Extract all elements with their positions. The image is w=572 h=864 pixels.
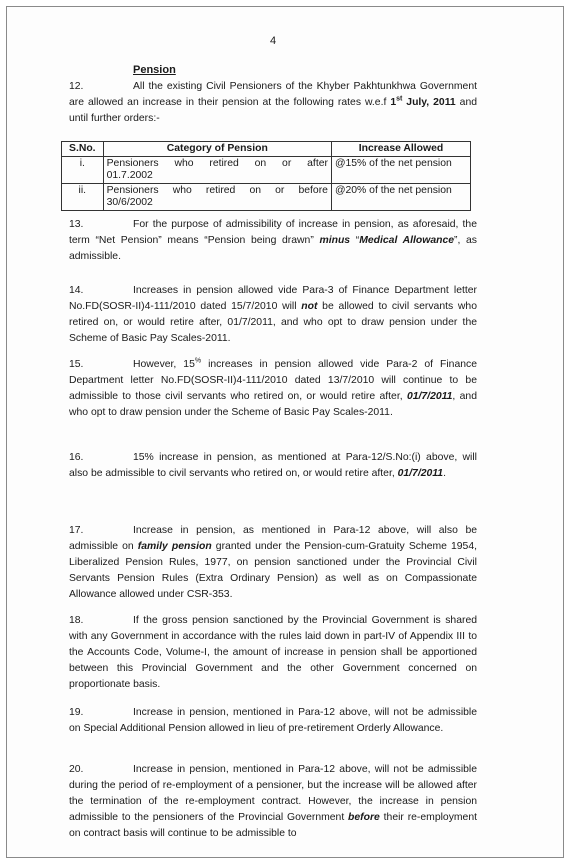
emphasis-not: not [301,301,318,312]
document-page [6,6,564,858]
table-row [62,157,471,184]
paragraph-text: All the existing Civil Pensioners of the Khyber Pakhtunkhwa Government are allowed an increase in their pension at the following rates w.e.f [69,81,477,108]
paragraph-text-end: granted under the Pension-cum-Gratuity Scheme 1954, Liberalized Pension Rules, 1977, on pension sanctioned under the Provincial Civil Servants Pension Rules (Extra Ordinary Pension) as well as on Compassionate Allowance allowed under CSR-353. [69,541,478,600]
percent-superscript: % [194,357,202,365]
paragraph-number: 20. [69,764,84,775]
date-month-year: July, 2011 [402,97,456,108]
cell-sno: ii. [62,184,104,211]
paragraph-text: Increase in pension, as mentioned in Para-12 above, will also be admissible on [69,525,477,552]
header-category: Category of Pension [103,142,331,157]
paragraph-text: Increases in pension allowed vide Para-3 of Finance Department letter No.FD(SOSR-II)4-111/2010 dated 15/7/2010 will [69,285,477,312]
pension-increase-table [61,141,471,211]
paragraph-19 [69,705,477,737]
category-date: 30/6/2002 [106,197,153,208]
category-date: 01.7.2002 [106,170,153,181]
paragraph-text: For the purpose of admissibility of increase in pension, as aforesaid, the term “Net Pension” means “Pension being drawn” [69,219,477,246]
cell-category [103,184,331,211]
table-header-row [62,142,471,157]
cell-category [103,157,331,184]
cell-increase: @15% of the net pension [331,157,470,184]
cell-sno: i. [62,157,104,184]
paragraph-number: 18. [69,615,84,626]
paragraph-13 [69,217,477,265]
paragraph-number: 19. [69,707,84,718]
paragraph-text-end: their re-employment on contract basis will continue to be admissible to [69,812,477,839]
paragraph-17 [69,523,477,603]
paragraph-number: 12. [69,81,84,92]
header-sno: S.No. [62,142,104,157]
date-suffix: st [396,95,403,103]
emphasis-minus: minus [319,235,351,246]
paragraph-number: 17. [69,525,84,536]
paragraph-text: increases in pension allowed vide Para-2 of Finance Department letter No.FD(SOSR-II)4-111/2010 dated 13/7/2010 will continue to be admissible to those civil servants who retired on, or would retire after, [69,359,477,402]
table-row [62,184,471,211]
paragraph-text-end: ”, as admissible. [69,235,478,262]
paragraph-text: If the gross pension sanctioned by the Provincial Government is shared with any Government in accordance with the rules laid down in part-IV of Appendix III to the Accounts Code, Volume-I, the amount of increase in pension shall be apportioned between this Provincial Government and the other Government concerned on proportionate basis. [69,615,477,690]
section-heading: Pension [133,64,176,76]
page-number: 4 [269,35,277,47]
paragraph-text-end: be allowed to civil servants who retired on, or would retire after, 01/7/2011, and who opt to draw pension under the Scheme of Basic Pay Scales-2011. [69,301,477,344]
paragraph-text-end: and until further orders:- [69,97,477,124]
paragraph-20 [69,762,477,842]
emphasis-medical-allowance: Medical Allowance [359,235,455,246]
paragraph-number: 13. [69,219,84,230]
paragraph-18 [69,613,477,693]
paragraph-15 [69,357,477,421]
paragraph-text: 15% increase in pension, as mentioned at Para-12/S.No:(i) above, will also be admissible to civil servants who retired on, or would retire after, [69,452,477,479]
paragraph-12 [69,79,477,127]
paragraph-text: However, 15 [133,359,195,370]
date-day: 1 [390,97,397,108]
emphasis-family-pension: family pension [137,541,212,552]
category-text: Pensioners who retired on or before [106,185,328,196]
header-increase: Increase Allowed [331,142,470,157]
emphasis-date: 01/7/2011 [406,391,453,402]
paragraph-number: 14. [69,285,84,296]
emphasis-date: 01/7/2011 [397,468,444,479]
paragraph-number: 16. [69,452,84,463]
effective-date [390,97,455,108]
paragraph-text-end: . [443,468,446,479]
category-text: Pensioners who retired on or after [106,158,328,169]
paragraph-text: Increase in pension, mentioned in Para-12 above, will not be admissible during the period of re-employment of a pensioner, but the increase will be allowed after the termination of the re-employment contract. However, the increase in pension admissible to the pensioners of the Provincial Government [69,764,477,823]
paragraph-14 [69,283,477,347]
paragraph-number: 15. [69,359,84,370]
paragraph-text: “ [350,235,360,246]
paragraph-16 [69,450,477,482]
cell-increase: @20% of the net pension [331,184,470,211]
paragraph-text-end: , and who opt to draw pension under the Scheme of Basic Pay Scales-2011. [69,391,477,418]
paragraph-text: Increase in pension, mentioned in Para-12 above, will not be admissible on Special Additional Pension allowed in lieu of pre-retirement Orderly Allowance. [69,707,477,734]
emphasis-before: before [348,812,380,823]
